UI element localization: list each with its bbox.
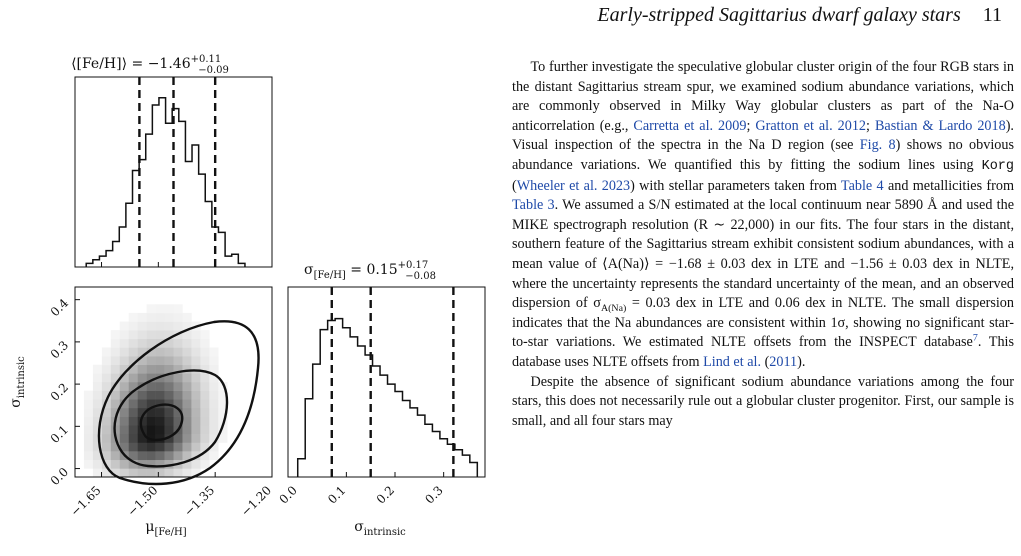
heatmap-cell <box>156 425 165 434</box>
heatmap-cell <box>191 347 200 356</box>
heatmap-cell <box>191 399 200 408</box>
heatmap-cell <box>156 442 165 451</box>
text-run: ; <box>866 117 875 134</box>
heatmap-cell <box>191 425 200 434</box>
heatmap-cell <box>156 313 165 322</box>
heatmap-cell <box>182 339 191 348</box>
text-run: ; <box>746 117 756 134</box>
heatmap-cell <box>200 391 209 400</box>
heatmap-cell <box>200 339 209 348</box>
heatmap-cell <box>200 434 209 443</box>
text-run: ) shows no obvious abundance variations. We quantified this by fitting the sodium lines using <box>512 137 1014 173</box>
figure-8-link[interactable]: Fig. 8 <box>859 137 896 154</box>
heatmap-cell <box>209 356 218 365</box>
heatmap-cell <box>138 365 147 374</box>
top-panel-title: ⟨[Fe/H]⟩ = $-1.46^{+0.11} -0.09$ <box>71 54 229 76</box>
heatmap-cell <box>174 434 183 443</box>
heatmap-cell <box>120 460 129 469</box>
citation-wheeler[interactable]: Wheeler et al. 2023 <box>516 177 631 194</box>
heatmap-cell <box>129 339 138 348</box>
heatmap-cell <box>182 425 191 434</box>
heatmap-cell <box>120 382 129 391</box>
text-run: . We assumed a S/N estimated at the local continuum near 5890 Å and used the MIKE spectrograph resolution (R ∼ 22,000) in our fits. The four stars in the distant, southern feature of the Sagittarius stream exhibit consistent sodium abundances, with a mean value of ⟨A(Na)⟩ = −1.68 ± 0.03 dex in LTE and −1.56 ± 0.03 dex in NLTE, where the uncertainty represents the standard uncertainty of the mean, and an observed dispersion of σ <box>512 197 1014 312</box>
heatmap-cell <box>129 373 138 382</box>
heatmap-cell <box>84 408 93 417</box>
heatmap-cell <box>120 356 129 365</box>
heatmap-cell <box>147 330 156 339</box>
heatmap-cell <box>174 468 183 477</box>
heatmap-cell <box>111 365 120 374</box>
heatmap-cell <box>102 347 111 356</box>
sigma-y-tick-label: 0.1 <box>47 422 72 446</box>
text-run: and metallicities from <box>883 177 1014 194</box>
heatmap-cell <box>111 339 120 348</box>
heatmap-cell <box>102 365 111 374</box>
corner-plot-figure <box>0 0 490 556</box>
text-run: ( <box>761 353 770 370</box>
heatmap-cell <box>156 451 165 460</box>
heatmap-cell <box>182 451 191 460</box>
heatmap-cell <box>147 391 156 400</box>
paragraph-1 <box>512 58 1014 373</box>
heatmap-cell <box>182 373 191 382</box>
sigma-y-tick-label: 0.0 <box>47 464 72 489</box>
heatmap-cell <box>84 434 93 443</box>
sigma-x-tick-label: 0.1 <box>325 483 349 507</box>
text-run: ). Visual inspection of the spectra in the Na D region (see <box>512 117 1014 154</box>
heatmap-cell <box>93 399 102 408</box>
heatmap-cell <box>156 365 165 374</box>
heatmap-cell <box>191 460 200 469</box>
heatmap-cell <box>138 322 147 331</box>
citation-gratton[interactable]: Gratton et al. 2012 <box>755 117 867 134</box>
heatmap-cell <box>200 347 209 356</box>
heatmap-cell <box>138 339 147 348</box>
heatmap-cell <box>120 330 129 339</box>
mu-tick-label: −1.65 <box>67 483 104 520</box>
page-number: 11 <box>982 4 1002 26</box>
heatmap-cell <box>111 460 120 469</box>
footnote-7-link[interactable]: 7 <box>972 332 978 344</box>
citation-bastian[interactable]: Bastian & Lardo 2018 <box>874 117 1006 134</box>
text-run: ( <box>512 177 517 194</box>
x-axis-label-mu: $\mu_{[Fe/H]}$ <box>145 519 187 538</box>
heatmap-cell <box>191 408 200 417</box>
heatmap-cell <box>129 408 138 417</box>
heatmap-cell <box>120 425 129 434</box>
heatmap-cell <box>174 391 183 400</box>
heatmap-cell <box>129 434 138 443</box>
heatmap-cell <box>156 408 165 417</box>
heatmap-cell <box>182 434 191 443</box>
heatmap-cell <box>102 434 111 443</box>
heatmap-cell <box>120 468 129 477</box>
heatmap-cell <box>209 382 218 391</box>
heatmap-cell <box>209 425 218 434</box>
citation-lind-year[interactable]: 2011 <box>769 353 798 370</box>
heatmap-cell <box>111 347 120 356</box>
heatmap-cell <box>120 434 129 443</box>
sigma-subscript: A(Na) <box>600 302 627 314</box>
heatmap-cell <box>209 347 218 356</box>
heatmap-cell <box>156 356 165 365</box>
heatmap-cell <box>111 391 120 400</box>
heatmap-cell <box>165 442 174 451</box>
heatmap-cell <box>182 313 191 322</box>
heatmap-cell <box>93 382 102 391</box>
heatmap-cell <box>191 330 200 339</box>
heatmap-cell <box>182 399 191 408</box>
heatmap-cell <box>102 373 111 382</box>
heatmap-cell <box>182 417 191 426</box>
heatmap-cell <box>165 451 174 460</box>
heatmap-cell <box>93 434 102 443</box>
heatmap-cell <box>165 417 174 426</box>
heatmap-cell <box>129 417 138 426</box>
heatmap-cell <box>174 442 183 451</box>
sigma-y-tick-label: 0.2 <box>47 380 72 404</box>
heatmap-cell <box>156 322 165 331</box>
heatmap-cell <box>174 339 183 348</box>
heatmap-cell <box>182 442 191 451</box>
heatmap-cell <box>147 304 156 313</box>
heatmap-cell <box>129 399 138 408</box>
table-4-link[interactable]: Table 4 <box>840 177 884 194</box>
text-run: To further investigate the speculative globular cluster origin of the four RGB stars in the distant Sagittarius stream spur, we examined sodium abundance variations, which are commonly observed in Milky Way globular clusters as part of the Na-O anticorrelation (e.g., <box>512 59 1014 134</box>
heatmap-cell <box>138 391 147 400</box>
heatmap-cell <box>191 434 200 443</box>
text-run: = 0.03 dex in LTE and 0.06 dex in NLTE. The small dispersion indicates that the Na abundances are consistent within 1σ, showing no significant star-to-star variations. We estimated NLTE offsets from the INSPECT database <box>512 295 1014 351</box>
heatmap-cell <box>191 382 200 391</box>
running-title: Early-stripped Sagittarius dwarf galaxy stars <box>597 4 961 26</box>
heatmap-cell <box>165 425 174 434</box>
heatmap-cell <box>129 330 138 339</box>
heatmap-cell <box>174 382 183 391</box>
heatmap-cell <box>111 356 120 365</box>
heatmap-cell <box>200 417 209 426</box>
heatmap-cell <box>93 373 102 382</box>
heatmap-cell <box>174 304 183 313</box>
paragraph-2: Despite the absence of significant sodium abundance variations among the four stars, this does not necessarily rule out a globular cluster progenitor. First, our sample is small, and all four stars may <box>512 373 1014 429</box>
sigma-panel-title: $\sigma_{[Fe/H]} = 0.15^{+0.17} -0.08$ <box>304 260 436 282</box>
sigma-marginal-histogram <box>298 287 478 477</box>
heatmap-cell <box>191 373 200 382</box>
heatmap-cell <box>102 442 111 451</box>
heatmap-cell <box>84 399 93 408</box>
korg-code: Korg <box>981 158 1014 174</box>
heatmap-cell <box>102 417 111 426</box>
running-header <box>536 4 1002 27</box>
sigma-hist-steps <box>298 319 478 477</box>
heatmap-cell <box>129 425 138 434</box>
heatmap-cell <box>209 451 218 460</box>
heatmap-cell <box>138 442 147 451</box>
heatmap-cell <box>147 468 156 477</box>
heatmap-cell <box>138 468 147 477</box>
heatmap-cell <box>200 460 209 469</box>
citation-lind[interactable]: Lind et al. <box>703 353 762 370</box>
heatmap-cell <box>102 425 111 434</box>
heatmap-cell <box>191 417 200 426</box>
text-run: ). <box>797 353 806 370</box>
heatmap-cell <box>191 391 200 400</box>
mu-tick-label: −1.35 <box>181 483 218 520</box>
heatmap-cell <box>138 399 147 408</box>
heatmap-cell <box>182 408 191 417</box>
heatmap-cell <box>129 313 138 322</box>
heatmap-cell <box>138 373 147 382</box>
heatmap-cell <box>191 365 200 374</box>
heatmap-cell <box>174 356 183 365</box>
heatmap-cell <box>129 347 138 356</box>
heatmap-cell <box>209 417 218 426</box>
heatmap-cell <box>120 408 129 417</box>
sigma-x-tick-label: 0.3 <box>422 483 446 507</box>
heatmap-cell <box>156 468 165 477</box>
heatmap-cell <box>174 347 183 356</box>
heatmap-cell <box>120 417 129 426</box>
mu-tick-label: −1.20 <box>238 483 275 520</box>
heatmap-cell <box>200 382 209 391</box>
heatmap-cell <box>147 356 156 365</box>
heatmap-cell <box>191 339 200 348</box>
heatmap-cell <box>165 408 174 417</box>
heatmap-cell <box>138 313 147 322</box>
text-run: ) with stellar parameters taken from <box>630 177 841 194</box>
heatmap-cell <box>174 322 183 331</box>
heatmap-cell <box>174 313 183 322</box>
sigma-y-tick-label: 0.3 <box>47 338 72 362</box>
heatmap-cell <box>120 339 129 348</box>
heatmap-cell <box>200 330 209 339</box>
heatmap-cell <box>111 330 120 339</box>
heatmap-cell <box>182 356 191 365</box>
heatmap-cell <box>93 391 102 400</box>
heatmap-cell <box>200 373 209 382</box>
heatmap-cell <box>174 373 183 382</box>
heatmap-cell <box>200 356 209 365</box>
sigma-y-tick-label: 0.4 <box>47 295 72 320</box>
heatmap-cell <box>165 391 174 400</box>
heatmap-cell <box>84 451 93 460</box>
heatmap-cell <box>165 356 174 365</box>
heatmap-cell <box>102 356 111 365</box>
heatmap-cell <box>129 322 138 331</box>
heatmap-cell <box>209 408 218 417</box>
heatmap-cell <box>165 322 174 331</box>
sigma-x-tick-label: 0.0 <box>276 483 300 507</box>
heatmap-cell <box>147 425 156 434</box>
heatmap-cell <box>182 391 191 400</box>
body-text-column <box>512 58 1014 431</box>
heatmap-cell <box>120 322 129 331</box>
heatmap-cell <box>147 322 156 331</box>
heatmap-cell <box>147 365 156 374</box>
heatmap-cell <box>182 382 191 391</box>
heatmap-cell <box>147 442 156 451</box>
heatmap-cell <box>156 417 165 426</box>
heatmap-cell <box>84 460 93 469</box>
heatmap-cell <box>93 365 102 374</box>
heatmap-cell <box>182 347 191 356</box>
heatmap-cell <box>156 391 165 400</box>
table-3-link[interactable]: Table 3 <box>512 197 555 214</box>
heatmap-cell <box>84 417 93 426</box>
heatmap-cell <box>147 313 156 322</box>
heatmap-cell <box>165 382 174 391</box>
sigma-x-tick-label: 0.2 <box>373 483 398 507</box>
heatmap-cell <box>156 347 165 356</box>
heatmap-cell <box>209 399 218 408</box>
heatmap-cell <box>156 382 165 391</box>
mu-tick-label: −1.50 <box>124 483 161 520</box>
heatmap-cell <box>156 330 165 339</box>
heatmap-cell <box>191 356 200 365</box>
heatmap-cell <box>209 391 218 400</box>
heatmap-cell <box>129 468 138 477</box>
mu-hist-steps <box>86 98 245 267</box>
heatmap-cell <box>138 451 147 460</box>
heatmap-cell <box>165 304 174 313</box>
heatmap-cell <box>93 425 102 434</box>
heatmap-cell <box>120 347 129 356</box>
heatmap-cell <box>200 408 209 417</box>
heatmap-cell <box>147 417 156 426</box>
heatmap-cell <box>156 304 165 313</box>
heatmap-cell <box>182 468 191 477</box>
citation-carretta[interactable]: Carretta et al. 2009 <box>633 117 747 134</box>
mu-marginal-histogram <box>86 77 245 267</box>
heatmap-cell <box>191 442 200 451</box>
heatmap-cell <box>129 442 138 451</box>
y-axis-label: $\sigma_{intrinsic}$ <box>8 356 27 408</box>
x-axis-label-sigma: $\sigma_{intrinsic}$ <box>354 519 406 538</box>
heatmap-cell <box>84 391 93 400</box>
heatmap-cell <box>111 451 120 460</box>
heatmap-cell <box>93 468 102 477</box>
text-run: . This database uses NLTE offsets from <box>512 334 1014 370</box>
heatmap-cell <box>200 425 209 434</box>
heatmap-cell <box>138 330 147 339</box>
heatmap-cell <box>84 425 93 434</box>
heatmap-cell <box>147 451 156 460</box>
heatmap-cell <box>165 313 174 322</box>
heatmap-cell <box>93 460 102 469</box>
heatmap-cell <box>102 382 111 391</box>
heatmap-cell <box>84 442 93 451</box>
heatmap-cell <box>200 399 209 408</box>
heatmap-cell <box>174 451 183 460</box>
heatmap-cell <box>165 468 174 477</box>
heatmap-cell <box>165 347 174 356</box>
